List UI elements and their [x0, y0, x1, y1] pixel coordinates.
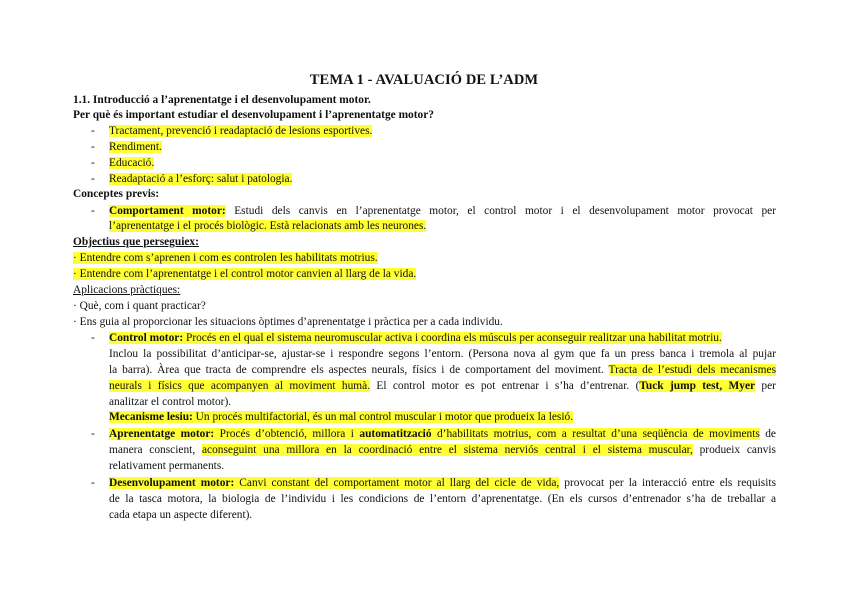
- application-item: · Ens guia al proporcionar les situacions òptimes d’aprenentatge i pràctica per a cada individu.: [73, 316, 503, 328]
- learning-text: produeix canvis: [692, 444, 776, 456]
- list-bullet: -: [91, 205, 95, 217]
- control-line-3: [109, 363, 776, 378]
- applications-heading: Aplicacions pràctiques:: [73, 284, 181, 296]
- objectives-heading: Objectius que perseguiex:: [73, 236, 199, 248]
- learning-line-3: relativament permanents.: [109, 460, 225, 472]
- objective-item: [73, 251, 378, 266]
- learning-text: manera conscient,: [109, 444, 202, 456]
- list-bullet: -: [91, 141, 95, 153]
- list-item-text: Educació.: [109, 157, 155, 169]
- control-definition: Procés en el qual el sistema neuromuscular activa i coordina els músculs per aconseguir realitzar una habilitat motriu.: [183, 332, 722, 344]
- objective-text: · Entendre com l’aprenentatge i el control motor canvien al llarg de la vida.: [73, 268, 417, 280]
- control-text: la barra). Àrea que tracta de comprendre els aspectes neurals, físics i de comportament del moviment.: [109, 364, 609, 376]
- list-item-text: Readaptació a l’esforç: salut i patologia.: [109, 173, 293, 185]
- control-term: Control motor:: [109, 332, 184, 344]
- list-bullet: -: [91, 157, 95, 169]
- list-bullet: -: [91, 332, 95, 344]
- learning-keyword: automatització: [359, 428, 432, 440]
- control-line-2: Inclou la possibilitat d’anticipar-se, ajustar-se i respondre segons l’entorn. (Persona nova al gym que fa un press banca i tremola al pujar: [109, 348, 776, 360]
- list-bullet: -: [91, 173, 95, 185]
- list-item: [109, 124, 372, 139]
- question-heading: Per què és important estudiar el desenvolupament i l’aprenentatge motor?: [73, 109, 434, 121]
- objective-item: [73, 267, 416, 282]
- development-term: Desenvolupament motor:: [109, 477, 235, 489]
- list-item: [109, 140, 162, 155]
- list-item-text: Tractament, prevenció i readaptació de lesions esportives.: [109, 125, 373, 137]
- section-heading-1-1: 1.1. Introducció a l’aprenentatge i el desenvolupament motor.: [73, 94, 371, 106]
- development-line-3: cada etapa un aspecte diferent).: [109, 509, 253, 521]
- list-bullet: -: [91, 125, 95, 137]
- control-highlight: Tracta de l’estudi dels mecanismes: [608, 364, 777, 376]
- lesion-term: Mecanisme lesiu:: [109, 411, 193, 423]
- learning-highlight: aconseguint una millora en la coordinació entre el sistema nerviós central i el sistema muscular,: [201, 444, 693, 456]
- concepts-heading: Conceptes previs:: [73, 188, 160, 200]
- learning-text: d’habilitats motrius, com a resultat d’una seqüència de moviments: [431, 428, 760, 440]
- objective-text: · Entendre com s’aprenen i com es controlen les habilitats motrius.: [73, 252, 378, 264]
- application-item: · Què, com i quant practicar?: [73, 300, 206, 312]
- list-item: [109, 172, 292, 187]
- learning-text: Procés d’obtenció, millora i: [214, 428, 360, 440]
- list-bullet: -: [91, 428, 95, 440]
- concept-line-2: [109, 219, 426, 234]
- lesion-line: [109, 410, 573, 425]
- learning-line-1: [109, 427, 776, 442]
- list-item: [109, 156, 154, 171]
- learning-text: de: [759, 428, 776, 440]
- lesion-definition: Un procés multifactorial, és un mal control muscular i motor que produeix la lesió.: [192, 411, 574, 423]
- list-bullet: -: [91, 477, 95, 489]
- control-line-1: [109, 331, 776, 346]
- learning-term: Aprenentatge motor:: [109, 428, 215, 440]
- list-item-text: Rendiment.: [109, 141, 162, 153]
- development-line-2: de la tasca motora, la biologia de l’individu i les condicions de l’entorn d’aprenentatge. (En els cursos d’entrenador s’ha de treballar a: [109, 493, 776, 505]
- page-title: TEMA 1 - AVALUACIÓ DE L’ADM: [309, 72, 539, 88]
- control-line-4: [109, 379, 776, 394]
- development-text: provocat per la interacció entre els requisits: [559, 477, 777, 489]
- development-line-1: [109, 476, 776, 491]
- control-text: per: [755, 380, 776, 392]
- concept-term: Comportament motor:: [109, 205, 226, 217]
- learning-line-2: [109, 443, 776, 458]
- control-test-name: Tuck jump test, Myer: [639, 380, 756, 392]
- concept-definition: Estudi dels canvis en l’aprenentatge motor, el control motor i el desenvolupament motor provocat per: [225, 205, 776, 217]
- concept-definition-cont: l’aprenentatge i el procés biològic. Està relacionats amb les neurones.: [109, 220, 427, 232]
- development-definition: Canvi constant del comportament motor al llarg del cicle de vida,: [234, 477, 560, 489]
- control-line-5: analitzar el control motor).: [109, 396, 232, 408]
- control-text: El control motor es pot entrenar i s’ha d’entrenar. (: [370, 380, 640, 392]
- control-highlight: neurals i físics que acompanyen al moviment humà.: [109, 380, 371, 392]
- concept-line-1: [109, 204, 776, 219]
